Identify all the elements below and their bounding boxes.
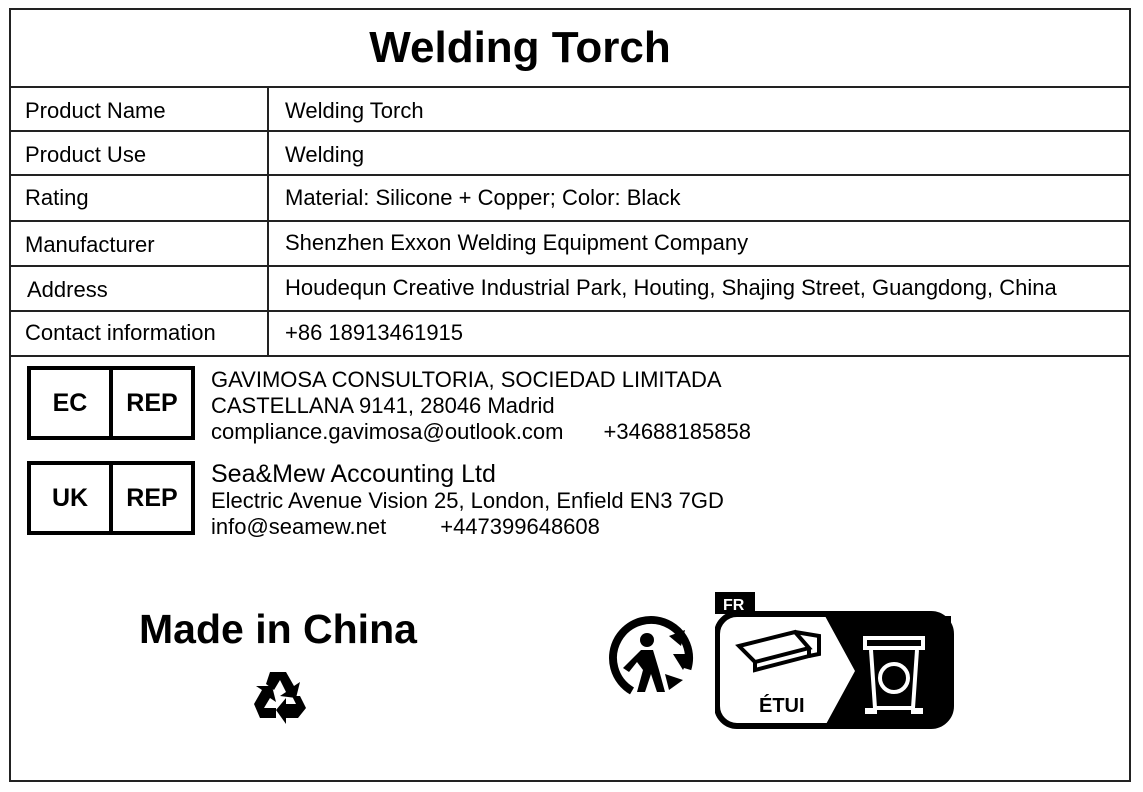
- uk-badge-text: UK: [51, 483, 89, 512]
- ec-rep-company: GAVIMOSA CONSULTORIA, SOCIEDAD LIMITADA: [211, 367, 722, 392]
- row-label: Rating: [25, 185, 89, 210]
- uk-rep-email: info@seamew.net: [211, 514, 387, 539]
- ec-rep-phone: +34688185858: [603, 419, 751, 444]
- ec-rep-contact: [211, 419, 751, 445]
- row-value: Material: Silicone + Copper; Color: Black: [285, 185, 681, 210]
- ec-rep-details: [211, 367, 751, 445]
- label-title: Welding Torch: [369, 23, 671, 72]
- divider: [11, 130, 1129, 132]
- column-divider: [267, 87, 269, 355]
- recycle-icon: [248, 666, 308, 726]
- row-value: Welding Torch: [285, 98, 424, 123]
- rep-badge-text: REP: [109, 465, 191, 531]
- row-label: Product Name: [25, 98, 166, 123]
- ec-rep-address: CASTELLANA 9141, 28046 Madrid: [211, 393, 555, 418]
- rep-badge-text: REP: [109, 370, 191, 436]
- info-tri-country: FR: [723, 597, 745, 614]
- info-tri-item: ÉTUI: [759, 695, 805, 717]
- triman-icon: [607, 610, 703, 706]
- uk-rep-company: Sea&Mew Accounting Ltd: [211, 460, 496, 488]
- uk-rep-badge: [27, 461, 195, 535]
- ec-rep-badge: [27, 366, 195, 440]
- uk-rep-details: [211, 460, 724, 540]
- divider: [11, 174, 1129, 176]
- row-value: Houdequn Creative Industrial Park, Houting, Shajing Street, Guangdong, China: [285, 275, 1057, 300]
- row-label: Contact information: [25, 320, 216, 345]
- divider: [11, 355, 1129, 357]
- divider: [11, 265, 1129, 267]
- uk-rep-address: Electric Avenue Vision 25, London, Enfield EN3 7GD: [211, 488, 724, 513]
- uk-rep-phone: +447399648608: [440, 514, 600, 539]
- row-label: Product Use: [25, 142, 147, 167]
- ec-rep-email: compliance.gavimosa@outlook.com: [211, 419, 564, 444]
- product-label: [9, 8, 1131, 782]
- row-value: Shenzhen Exxon Welding Equipment Company: [285, 230, 749, 255]
- row-value: Welding: [285, 142, 365, 167]
- row-value: +86 18913461915: [285, 320, 464, 345]
- ec-badge-text: EC: [52, 388, 88, 417]
- row-label: Manufacturer: [25, 232, 155, 257]
- info-tri-sorting-icon: [715, 592, 955, 730]
- divider: [11, 86, 1129, 88]
- row-label: Address: [27, 277, 108, 302]
- made-in-china: Made in China: [139, 606, 417, 652]
- divider: [11, 220, 1129, 222]
- uk-rep-contact: [211, 514, 724, 540]
- divider: [11, 310, 1129, 312]
